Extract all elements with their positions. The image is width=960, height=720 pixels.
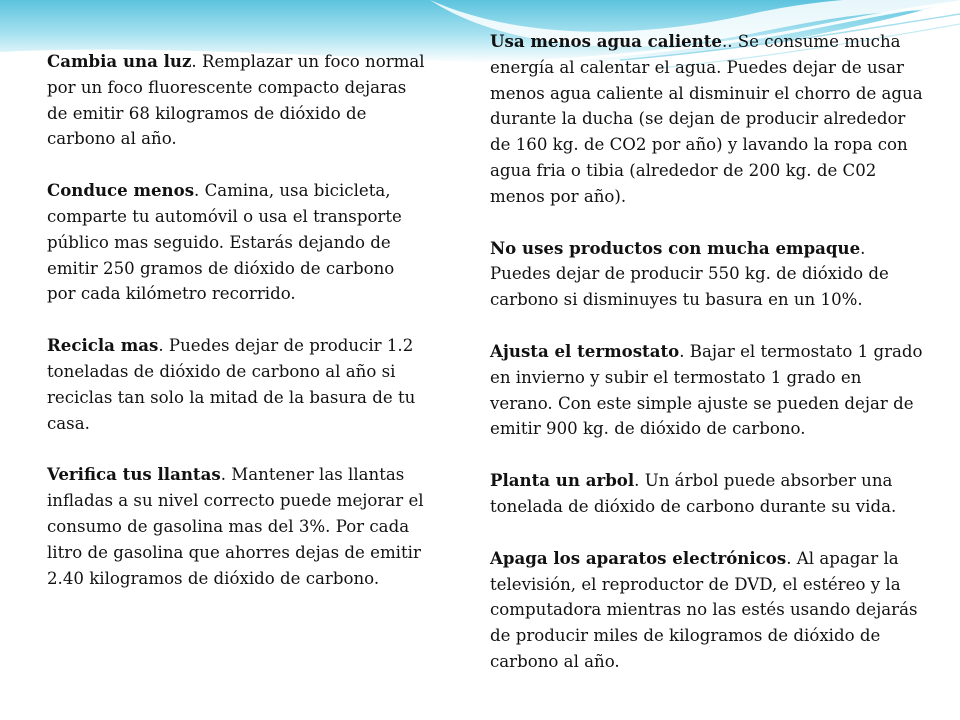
tip-separator: .. — [721, 32, 738, 51]
tip-conduce-menos — [47, 178, 427, 307]
tip-title: Cambia una luz — [47, 51, 192, 71]
tip-separator: . — [786, 548, 797, 568]
tip-separator: . — [191, 52, 202, 71]
tip-separator: . — [634, 471, 645, 491]
tip-cambia-una-luz — [47, 49, 427, 152]
tip-title: Recicla mas — [47, 335, 159, 356]
tip-separator: . — [194, 181, 205, 201]
tip-separator: . — [860, 238, 866, 258]
tip-usa-menos-agua-caliente — [490, 29, 928, 210]
tips-column-left — [47, 49, 427, 617]
tip-ajusta-el-termostato — [490, 339, 928, 442]
tip-separator: . — [220, 465, 232, 485]
tip-body: Bajar el termostato 1 grado en invierno y subir el termostato 1 grado en verano. Con este simple ajuste se pueden dejar de emitir 900 kg. de dióxido de carbono. — [490, 341, 923, 439]
tip-verifica-tus-llantas — [47, 462, 427, 591]
tip-apaga-los-aparatos-electronicos — [490, 546, 928, 675]
tip-body: Puedes dejar de producir 1.2 toneladas de dióxido de carbono al año si reciclas tan solo la mitad de la basura de tu casa. — [47, 336, 416, 433]
tip-body: Mantener las llantas infladas a su nivel correcto puede mejorar el consumo de gasolina mas del 3%. Por cada litro de gasolina que ahorres dejas de emitir 2.40 kilogramos de dióxido de carbono. — [47, 465, 424, 588]
tip-recicla-mas — [47, 333, 427, 436]
tip-body: Camina, usa bicicleta, comparte tu automóvil o usa el transporte público mas seguido. Estarás dejando de emitir 250 gramos de dióxido de carbono por cada kilómetro recorrido. — [47, 181, 402, 304]
tip-title: Conduce menos — [47, 180, 195, 201]
tip-title: Verifica tus llantas — [47, 464, 221, 485]
tip-title: Planta un arbol — [490, 470, 635, 491]
tip-title: Apaga los aparatos electrónicos — [490, 547, 787, 568]
tip-title: Ajusta el termostato — [490, 340, 680, 361]
tip-title: Usa menos agua caliente — [490, 31, 722, 51]
tip-body: Remplazar un foco normal por un foco fluorescente compacto dejaras de emitir 68 kilogramos de dióxido de carbono al año. — [47, 52, 425, 149]
tip-body: Al apagar la televisión, el reproductor de DVD, el estéreo y la computadora mientras no las estés usando dejarás de producir miles de kilogramos de dióxido de carbono al año. — [490, 548, 918, 671]
tip-separator: . — [679, 341, 690, 361]
tip-title: No uses productos con mucha empaque — [490, 237, 861, 258]
tip-body: Puedes dejar de producir 550 kg. de dióxido de carbono si disminuyes tu basura en un 10%. — [490, 264, 889, 310]
tip-body: Se consume mucha energía al calentar el agua. Puedes dejar de usar menos agua caliente al disminuir el chorro de agua durante la ducha (se dejan de producir alrededor de 160 kg. de CO2 por año) y lavando la ropa con agua fria o tibia (alrededor de 200 kg. de C02 menos por año). — [490, 32, 923, 206]
tip-body: Un árbol puede absorber una tonelada de dióxido de carbono durante su vida. — [490, 471, 897, 516]
tip-planta-un-arbol — [490, 468, 928, 520]
tips-column-right — [490, 29, 928, 701]
tip-no-uses-productos-con-mucha-empaque — [490, 236, 928, 313]
tip-separator: . — [158, 336, 169, 356]
